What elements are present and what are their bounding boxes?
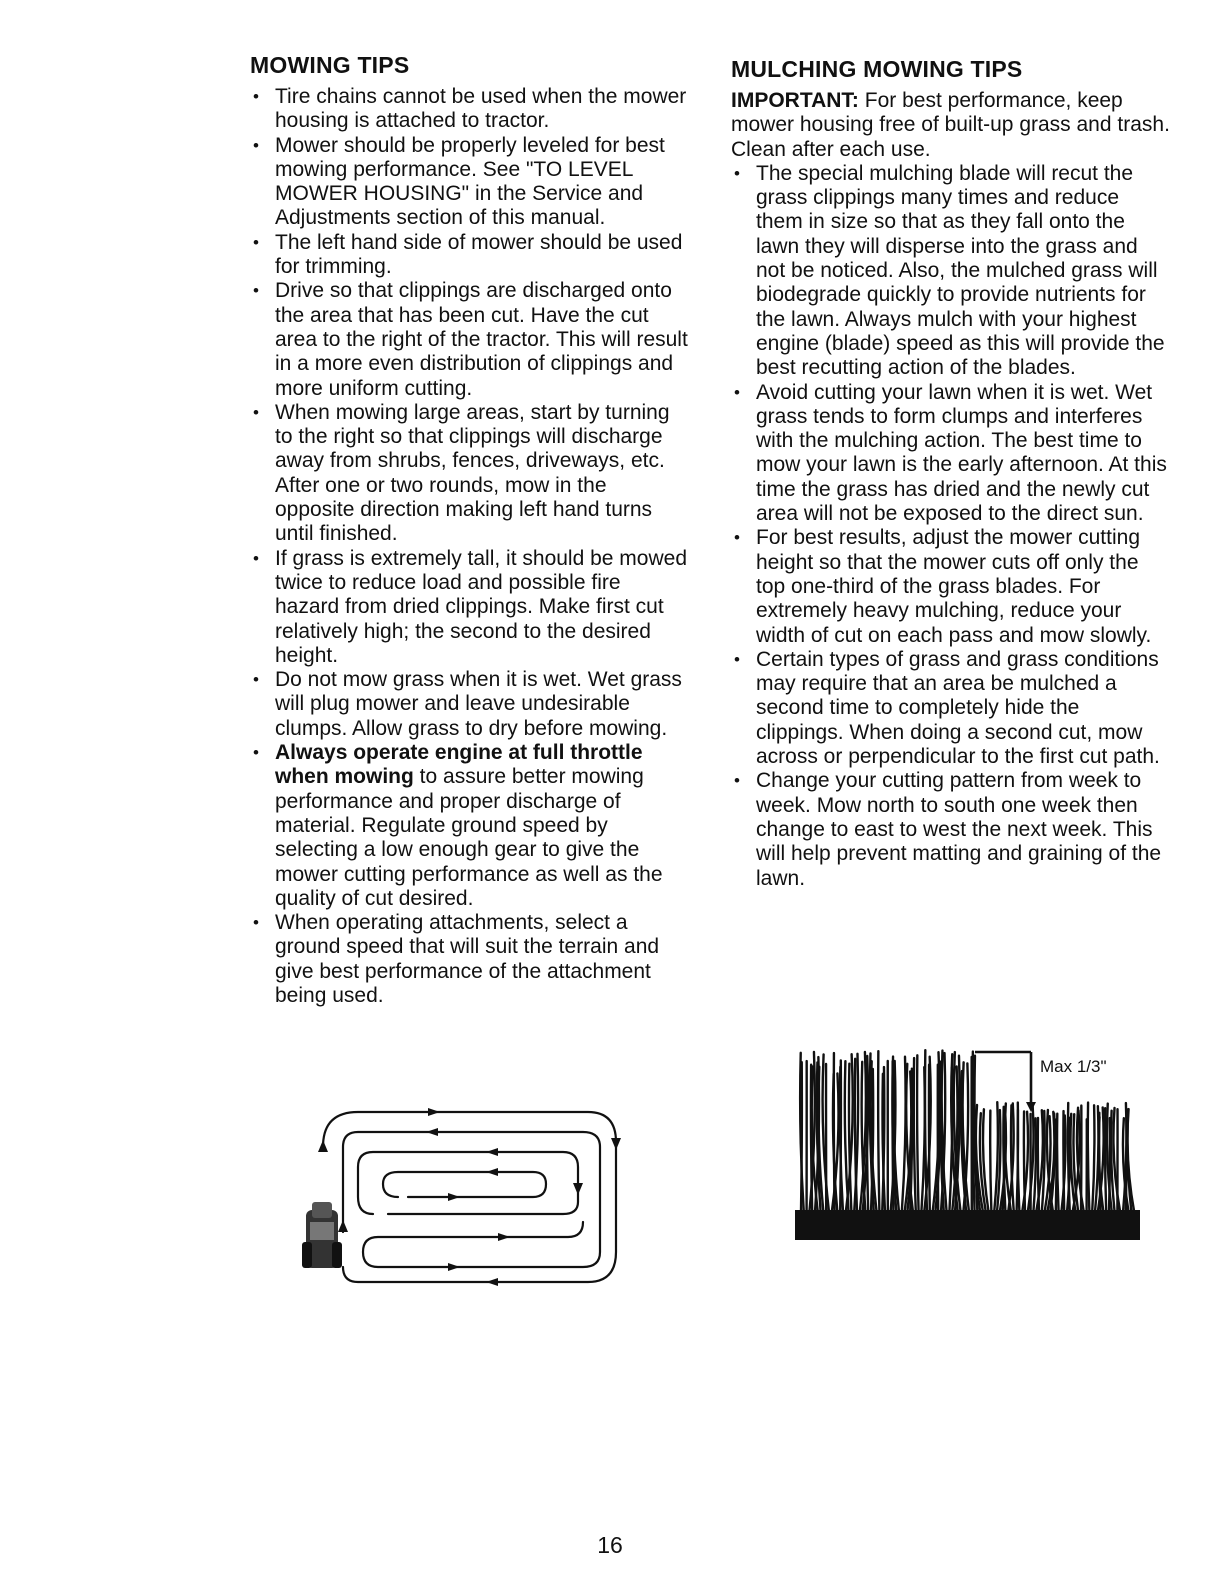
mulching-tips-section <box>731 52 1171 891</box>
list-item: • Do not mow grass when it is wet. Wet grass will plug mower and leave undesirable clumps. Allow grass to dry before mowing. <box>250 668 690 741</box>
list-item: • Certain types of grass and grass conditions may require that an area be mulched a second time to completely hide the clippings. When doing a second cut, mow across or perpendicular to the first cut path. <box>731 648 1171 769</box>
list-item: • Mower should be properly leveled for best mowing performance. See "TO LEVEL MOWER HOUSING" in the Service and Adjustments section of this manual. <box>250 134 690 231</box>
list-item: • When mowing large areas, start by turning to the right so that clippings will discharge away from shrubs, fences, driveways, etc. After one or two rounds, mow in the opposite direction making left hand turns until finished. <box>250 401 690 547</box>
grass-blade <box>1128 1109 1135 1212</box>
grass-blade <box>1088 1103 1090 1212</box>
list-item: • The left hand side of mower should be used for trimming. <box>250 231 690 280</box>
mowing-tips-section <box>250 52 690 1008</box>
important-label: IMPORTANT: <box>731 89 859 112</box>
mowing-pattern-illustration <box>298 1102 638 1292</box>
list-item: • Change your cutting pattern from week to week. Mow north to south one week then change to east to west the next week. This will help prevent matting and graining of the lawn. <box>731 769 1171 890</box>
mowing-tips-list <box>250 85 690 1008</box>
grass-blade <box>902 1057 906 1212</box>
grass-blade <box>878 1051 879 1212</box>
list-item: • The special mulching blade will recut the grass clippings many times and reduce them in size so that as they fall onto the lawn they will disperse into the grass and not be noticed. Also, the mulched grass will biodegrade quickly to provide nutrients for the lawn. Always mulch with your highest engine (blade) speed as this will provide the best recutting action of the blades. <box>731 162 1171 381</box>
important-note: IMPORTANT: For best performance, keep mower housing free of built-up grass and trash. Clean after each use. <box>731 89 1170 161</box>
grass-blade <box>1057 1114 1059 1212</box>
list-item: • Tire chains cannot be used when the mower housing is attached to tractor. <box>250 85 690 134</box>
grass-blade <box>914 1058 916 1212</box>
grass-blade <box>867 1065 868 1212</box>
grass-blade <box>1092 1105 1094 1212</box>
list-item: • Avoid cutting your lawn when it is wet. Wet grass tends to form clumps and interferes with the mulching action. The best time to mow your lawn is the early afternoon. At this time the grass has dried and the newly cut area will not be exposed to the direct sun. <box>731 381 1171 527</box>
grass-blade <box>990 1111 991 1212</box>
list-item: • Always operate engine at full throttle when mowing to assure better mowing performance and proper discharge of material. Regulate ground speed by selecting a low enough gear to give the mower cutting performance as well as the quality of cut desired. <box>250 741 690 911</box>
tractor-icon <box>302 1202 342 1268</box>
list-item: • When operating attachments, select a ground speed that will suit the terrain and give best performance of the attachment being used. <box>250 911 690 1008</box>
list-item: • If grass is extremely tall, it should be mowed twice to reduce load and possible fire hazard from dried clippings. Make first cut relatively high; the second to the desired height. <box>250 547 690 668</box>
max-cut-label: Max 1/3" <box>1040 1057 1107 1076</box>
grass-blade <box>1038 1118 1039 1212</box>
grass-blade <box>917 1055 919 1212</box>
mulching-tips-heading: MULCHING MOWING TIPS <box>731 56 1023 82</box>
grass-blade <box>1024 1112 1025 1212</box>
list-item: • Drive so that clippings are discharged onto the area that has been cut. Have the cut area to the right of the tractor. This will result in a more even distribution of clippings and more uniform cutting. <box>250 279 690 400</box>
grass-blade <box>929 1065 930 1212</box>
list-item: • For best results, adjust the mower cutting height so that the mower cuts off only the top one-third of the grass blades. For extremely heavy mulching, reduce your width of cut on each pass and mow slowly. <box>731 526 1171 647</box>
mowing-tips-heading: MOWING TIPS <box>250 52 410 78</box>
throttle-warning: Always operate engine at full throttle when mowing <box>275 741 643 789</box>
page-number: 16 <box>597 1532 623 1558</box>
mulching-tips-list <box>731 162 1171 891</box>
grass-blade <box>1063 1111 1064 1212</box>
grass-blade <box>925 1050 927 1212</box>
